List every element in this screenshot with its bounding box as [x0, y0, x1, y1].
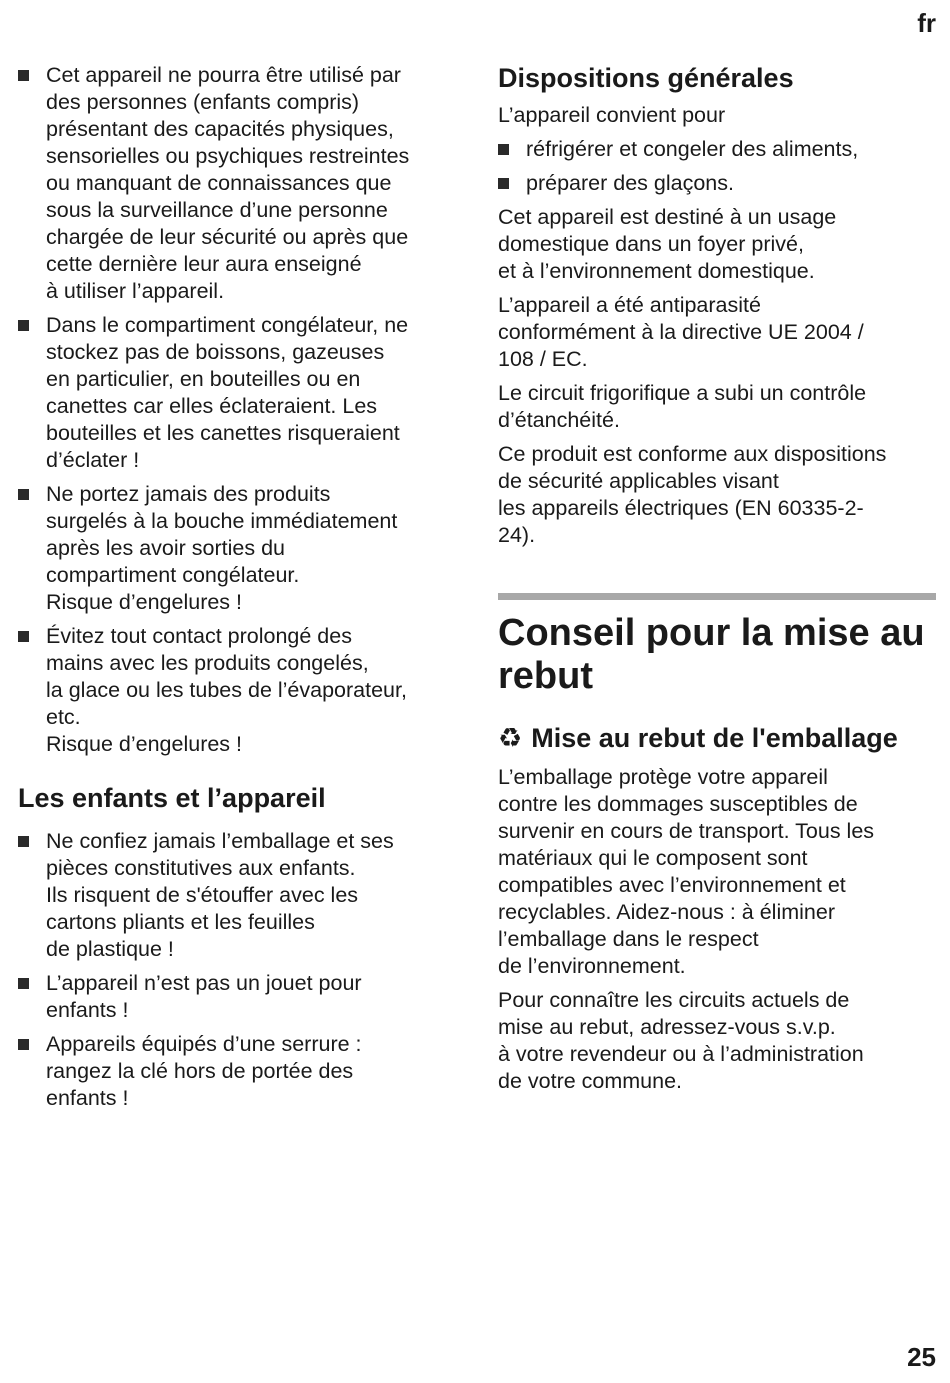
list-item	[18, 1031, 458, 1112]
packaging-paragraph: L’emballage protège votre appareil contre les dommages susceptibles de survenir en cours de transport. Tous les matériaux qui le composent sont compatibles avec l’environnement et recyclables. Aidez-nous : à éliminer l’emballage dans le respect de l’environnement.	[498, 765, 875, 978]
general-paragraph: Cet appareil est destiné à un usage domestique dans un foyer privé, et à l’environnement domestique.	[498, 205, 837, 283]
square-bullet-icon	[18, 836, 29, 847]
packaging-heading: Mise au rebut de l'emballage	[531, 723, 898, 753]
general-paragraph: L’appareil a été antiparasité conformément à la directive UE 2004 / 108 / EC.	[498, 293, 864, 371]
list-item-text: Évitez tout contact prolongé des mains avec les produits congelés, la glace ou les tubes de l’évaporateur, etc. Risque d’engelures !	[46, 624, 407, 756]
disposal-title: Conseil pour la mise au rebut	[498, 612, 925, 697]
list-item-text: Ne confiez jamais l’emballage et ses pièces constitutives aux enfants. Ils risquent de s'étouffer avec les cartons pliants et les feuilles de plastique !	[46, 829, 394, 961]
general-paragraph: Ce produit est conforme aux dispositions de sécurité applicables visant les appareils électriques (EN 60335-2- 24).	[498, 442, 887, 547]
list-item	[18, 62, 458, 305]
section-divider	[498, 593, 936, 600]
square-bullet-icon	[18, 631, 29, 642]
square-bullet-icon	[18, 489, 29, 500]
square-bullet-icon	[498, 178, 509, 189]
list-item	[498, 170, 938, 197]
language-tag: fr	[917, 8, 936, 38]
children-list	[18, 828, 458, 1112]
general-heading: Dispositions générales	[498, 63, 794, 93]
right-column	[498, 62, 938, 1102]
list-item-text: Dans le compartiment congélateur, ne stockez pas de boissons, gazeuses en particulier, en bouteilles ou en canettes car elles éclateraient. Les bouteilles et les canettes risqueraient d’éclater !	[46, 313, 409, 472]
list-item-text: préparer des glaçons.	[526, 171, 734, 195]
square-bullet-icon	[498, 144, 509, 155]
list-item-text: Cet appareil ne pourra être utilisé par des personnes (enfants compris) présentant des capacités physiques, sensorielles ou psychiques restreintes ou manquant de connaissances que sous la surveillance d’une personne chargée de leur sécurité ou après que cette dernière leur aura enseigné à utiliser l’appareil.	[46, 63, 410, 303]
safety-list	[18, 62, 458, 758]
list-item-text: Appareils équipés d’une serrure : rangez la clé hors de portée des enfants !	[46, 1032, 362, 1110]
general-intro: L’appareil convient pour	[498, 103, 726, 127]
packaging-paragraph: Pour connaître les circuits actuels de mise au rebut, adressez-vous s.v.p. à votre revendeur ou à l’administration de votre commune.	[498, 988, 864, 1093]
general-paragraph: Le circuit frigorifique a subi un contrôle d’étanchéité.	[498, 381, 867, 432]
list-item-text: L’appareil n’est pas un jouet pour enfants !	[46, 971, 362, 1022]
list-item-text: réfrigérer et congeler des aliments,	[526, 137, 859, 161]
square-bullet-icon	[18, 978, 29, 989]
list-item	[18, 312, 458, 474]
list-item	[18, 481, 458, 616]
list-item	[498, 136, 938, 163]
general-list	[498, 136, 938, 197]
packaging-heading-row	[498, 722, 938, 754]
left-column	[18, 62, 458, 1119]
square-bullet-icon	[18, 320, 29, 331]
list-item-text: Ne portez jamais des produits surgelés à la bouche immédiatement après les avoir sorties du compartiment congélateur. Risque d’engelures !	[46, 482, 398, 614]
page-number: 25	[907, 1342, 936, 1372]
children-heading: Les enfants et l’appareil	[18, 783, 326, 813]
square-bullet-icon	[18, 1039, 29, 1050]
square-bullet-icon	[18, 70, 29, 81]
list-item	[18, 970, 458, 1024]
list-item	[18, 828, 458, 963]
list-item	[18, 623, 458, 758]
recycle-icon: ♻	[498, 723, 523, 753]
